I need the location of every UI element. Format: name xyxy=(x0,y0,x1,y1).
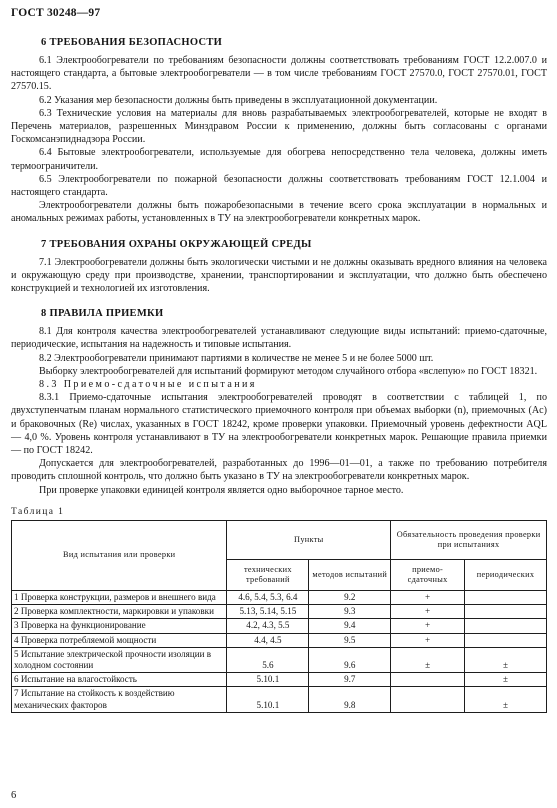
table-row xyxy=(12,605,547,619)
header-tech-req: технических требований xyxy=(227,559,309,590)
header-periodic: периодических xyxy=(465,559,547,590)
table-row xyxy=(12,619,547,633)
header-test-type: Вид испытания или проверки xyxy=(12,520,227,590)
para-8-1: 8.1 Для контроля качества электрообогревателей устанавливают следующие виды испытаний: приемо-сдаточные, периодические, испытания на надежность и типовые испытания. xyxy=(11,326,547,351)
row-req: 4.2, 4.3, 5.5 xyxy=(227,619,309,633)
row-req: 5.6 xyxy=(227,647,309,672)
row-acceptance: ± xyxy=(391,647,465,672)
row-name: 3 Проверка на функционирование xyxy=(12,619,227,633)
row-name: 2 Проверка комплектности, маркировки и упаковки xyxy=(12,605,227,619)
table-row xyxy=(12,687,547,712)
row-acceptance xyxy=(391,687,465,712)
table-row xyxy=(12,647,547,672)
page-number: 6 xyxy=(11,790,17,801)
table-row xyxy=(12,590,547,604)
para-8-3-1-cont: Допускается для электрообогревателей, разработанных до 1996—01—01, а также по требованию потребителя проводить сплошной контроль, что должно быть указано в ТУ на электрообогреватели конкретных марок. xyxy=(11,458,547,483)
document-body xyxy=(11,24,547,713)
row-method: 9.3 xyxy=(309,605,391,619)
row-name: 7 Испытание на стойкость к воздействию механических факторов xyxy=(12,687,227,712)
table-caption: Таблица 1 xyxy=(11,506,65,517)
para-6-3: 6.3 Технические условия на материалы для вновь разрабатываемых электрообогревателей, которые не входят в Перечень материалов, разрешенных Минздравом России к применению, должны быть согласованы с органами Госкомсанэпиднадзора России. xyxy=(11,107,547,146)
row-method: 9.8 xyxy=(309,687,391,712)
para-8-3-title: 8.3 Приемо-сдаточные испытания xyxy=(39,379,257,391)
para-6-5-cont: Электрообогреватели должны быть пожаробезопасными в течение всего срока эксплуатации в нормальных и аномальных режимах работы, установленных в ТУ на электрообогреватели конкретных марок. xyxy=(11,200,547,225)
section-7-title: 7 ТРЕБОВАНИЯ ОХРАНЫ ОКРУЖАЮЩЕЙ СРЕДЫ xyxy=(41,238,312,250)
para-6-5: 6.5 Электрообогреватели по пожарной безопасности должны соответствовать требованиям ГОСТ 12.1.004 и настоящего стандарта. xyxy=(11,173,547,199)
para-6-1: 6.1 Электрообогреватели по требованиям безопасности должны соответствовать требованиям ГОСТ 12.2.007.0 и настоящего стандарта, а бытовые электрообогреватели — в том числе требованиям ГОСТ 27570.0, ГОСТ 27570.01, ГОСТ 27570.15. xyxy=(11,55,547,93)
header-points: Пункты xyxy=(227,520,391,559)
row-method: 9.2 xyxy=(309,590,391,604)
section-6-title: 6 ТРЕБОВАНИЯ БЕЗОПАСНОСТИ xyxy=(41,37,223,48)
table-row xyxy=(12,673,547,687)
row-req: 5.10.1 xyxy=(227,687,309,712)
row-name: 1 Проверка конструкции, размеров и внешнего вида xyxy=(12,590,227,604)
para-8-3-1: 8.3.1 Приемо-сдаточные испытания электрообогревателей проводят в соответствии с таблицей 1, по двухступенчатым планам нормального статистического приемочного контроля при объемах выборки (n), приемочных (Ac) и браковочных (Re) числах, указанных в ГОСТ 18242, кроме проверки упаковки. Приемочный уровень дефектности AQL — 4,0 %. Уровень контроля устанавливают в ТУ на электрообогреватели конкретных марок. Решающие правила приемки — по ГОСТ 18242. xyxy=(11,392,547,457)
row-req: 5.13, 5.14, 5.15 xyxy=(227,605,309,619)
page-header: ГОСТ 30248—97 xyxy=(11,7,101,19)
para-7-1: 7.1 Электрообогреватели должны быть экологически чистыми и не должны оказывать вредного влияния на человека и окружающую среду при производстве, хранении, транспортировании и эксплуатации, что должно быть обеспечено конструкцией и технологией их изготовления. xyxy=(11,256,547,295)
row-periodic xyxy=(465,590,547,604)
row-periodic xyxy=(465,633,547,647)
table-1 xyxy=(11,520,547,713)
row-acceptance: + xyxy=(391,605,465,619)
row-req: 5.10.1 xyxy=(227,673,309,687)
header-mandatory: Обязательность проведения проверки при испытаниях xyxy=(391,520,547,559)
row-acceptance: + xyxy=(391,619,465,633)
row-name: 4 Проверка потребляемой мощности xyxy=(12,633,227,647)
row-periodic: ± xyxy=(465,647,547,672)
row-method: 9.6 xyxy=(309,647,391,672)
row-method: 9.7 xyxy=(309,673,391,687)
para-8-2-cont: Выборку электрообогревателей для испытаний формируют методом случайного отбора «вслепую» по ГОСТ 18321. xyxy=(39,365,538,377)
row-name: 6 Испытание на влагостойкость xyxy=(12,673,227,687)
row-method: 9.5 xyxy=(309,633,391,647)
row-periodic: ± xyxy=(465,687,547,712)
table-row xyxy=(12,633,547,647)
para-6-4: 6.4 Бытовые электрообогреватели, используемые для обогрева непосредственно тела человека, должны иметь термоограничители. xyxy=(11,147,547,172)
row-periodic xyxy=(465,619,547,633)
header-acceptance: приемо-сдаточных xyxy=(391,559,465,590)
para-8-2: 8.2 Электрообогреватели принимают партиями в количестве не менее 5 и не более 5000 шт. xyxy=(39,352,434,364)
row-acceptance: + xyxy=(391,633,465,647)
row-periodic: ± xyxy=(465,673,547,687)
para-8-3-1-packaging: При проверке упаковки единицей контроля является одно выборочное тарное место. xyxy=(39,484,404,496)
row-req: 4.4, 4.5 xyxy=(227,633,309,647)
row-periodic xyxy=(465,605,547,619)
row-method: 9.4 xyxy=(309,619,391,633)
section-8-title: 8 ПРАВИЛА ПРИЕМКИ xyxy=(41,308,164,320)
row-acceptance xyxy=(391,673,465,687)
row-req: 4.6, 5.4, 5.3, 6.4 xyxy=(227,590,309,604)
header-methods: методов испытаний xyxy=(309,559,391,590)
row-acceptance: + xyxy=(391,590,465,604)
row-name: 5 Испытание электрической прочности изоляции в холодном состоянии xyxy=(12,647,227,672)
para-6-2: 6.2 Указания мер безопасности должны быть приведены в эксплуатационной документации. xyxy=(39,94,438,106)
